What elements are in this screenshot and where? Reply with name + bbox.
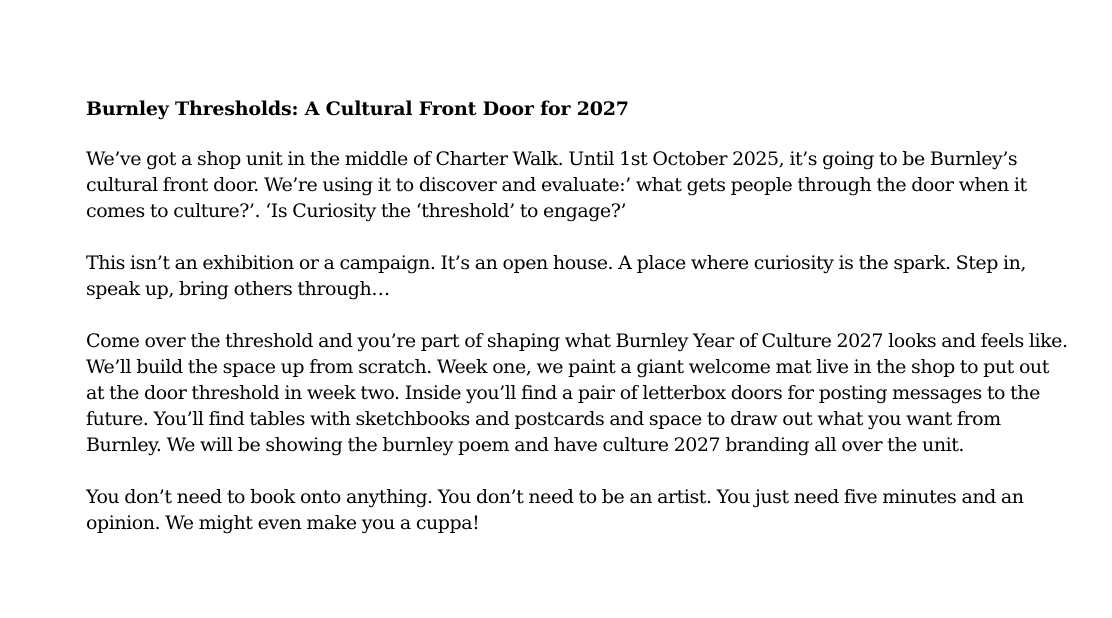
document-title: Burnley Thresholds: A Cultural Front Door for 2027: [86, 98, 629, 120]
paragraph-threshold: Come over the threshold and you’re part of shaping what Burnley Year of Culture 2027 looks and feels like. We’ll build the space up from scratch. Week one, we paint a giant welcome mat live in the shop to put out at the door threshold in week two. Inside you’ll find a pair of letterbox doors for posting messages to the future. You’ll find tables with sketchbooks and postcards and space to draw out what you want from Burnley. We will be showing the burnley poem and have culture 2027 branding all over the unit.: [86, 330, 1068, 456]
paragraph-intro: We’ve got a shop unit in the middle of Charter Walk. Until 1st October 2025, it’s going to be Burnley’s cultural front door. We’re using it to discover and evaluate:’ what gets people through the door when it comes to culture?’. ‘Is Curiosity the ‘threshold’ to engage?’: [86, 148, 1027, 222]
paragraph-no-booking: You don’t need to book onto anything. You don’t need to be an artist. You just need five minutes and an opinion. We might even make you a cuppa!: [86, 486, 1024, 534]
paragraph-open-house: This isn’t an exhibition or a campaign. It’s an open house. A place where curiosity is the spark. Step in, speak up, bring others through…: [86, 252, 1027, 300]
